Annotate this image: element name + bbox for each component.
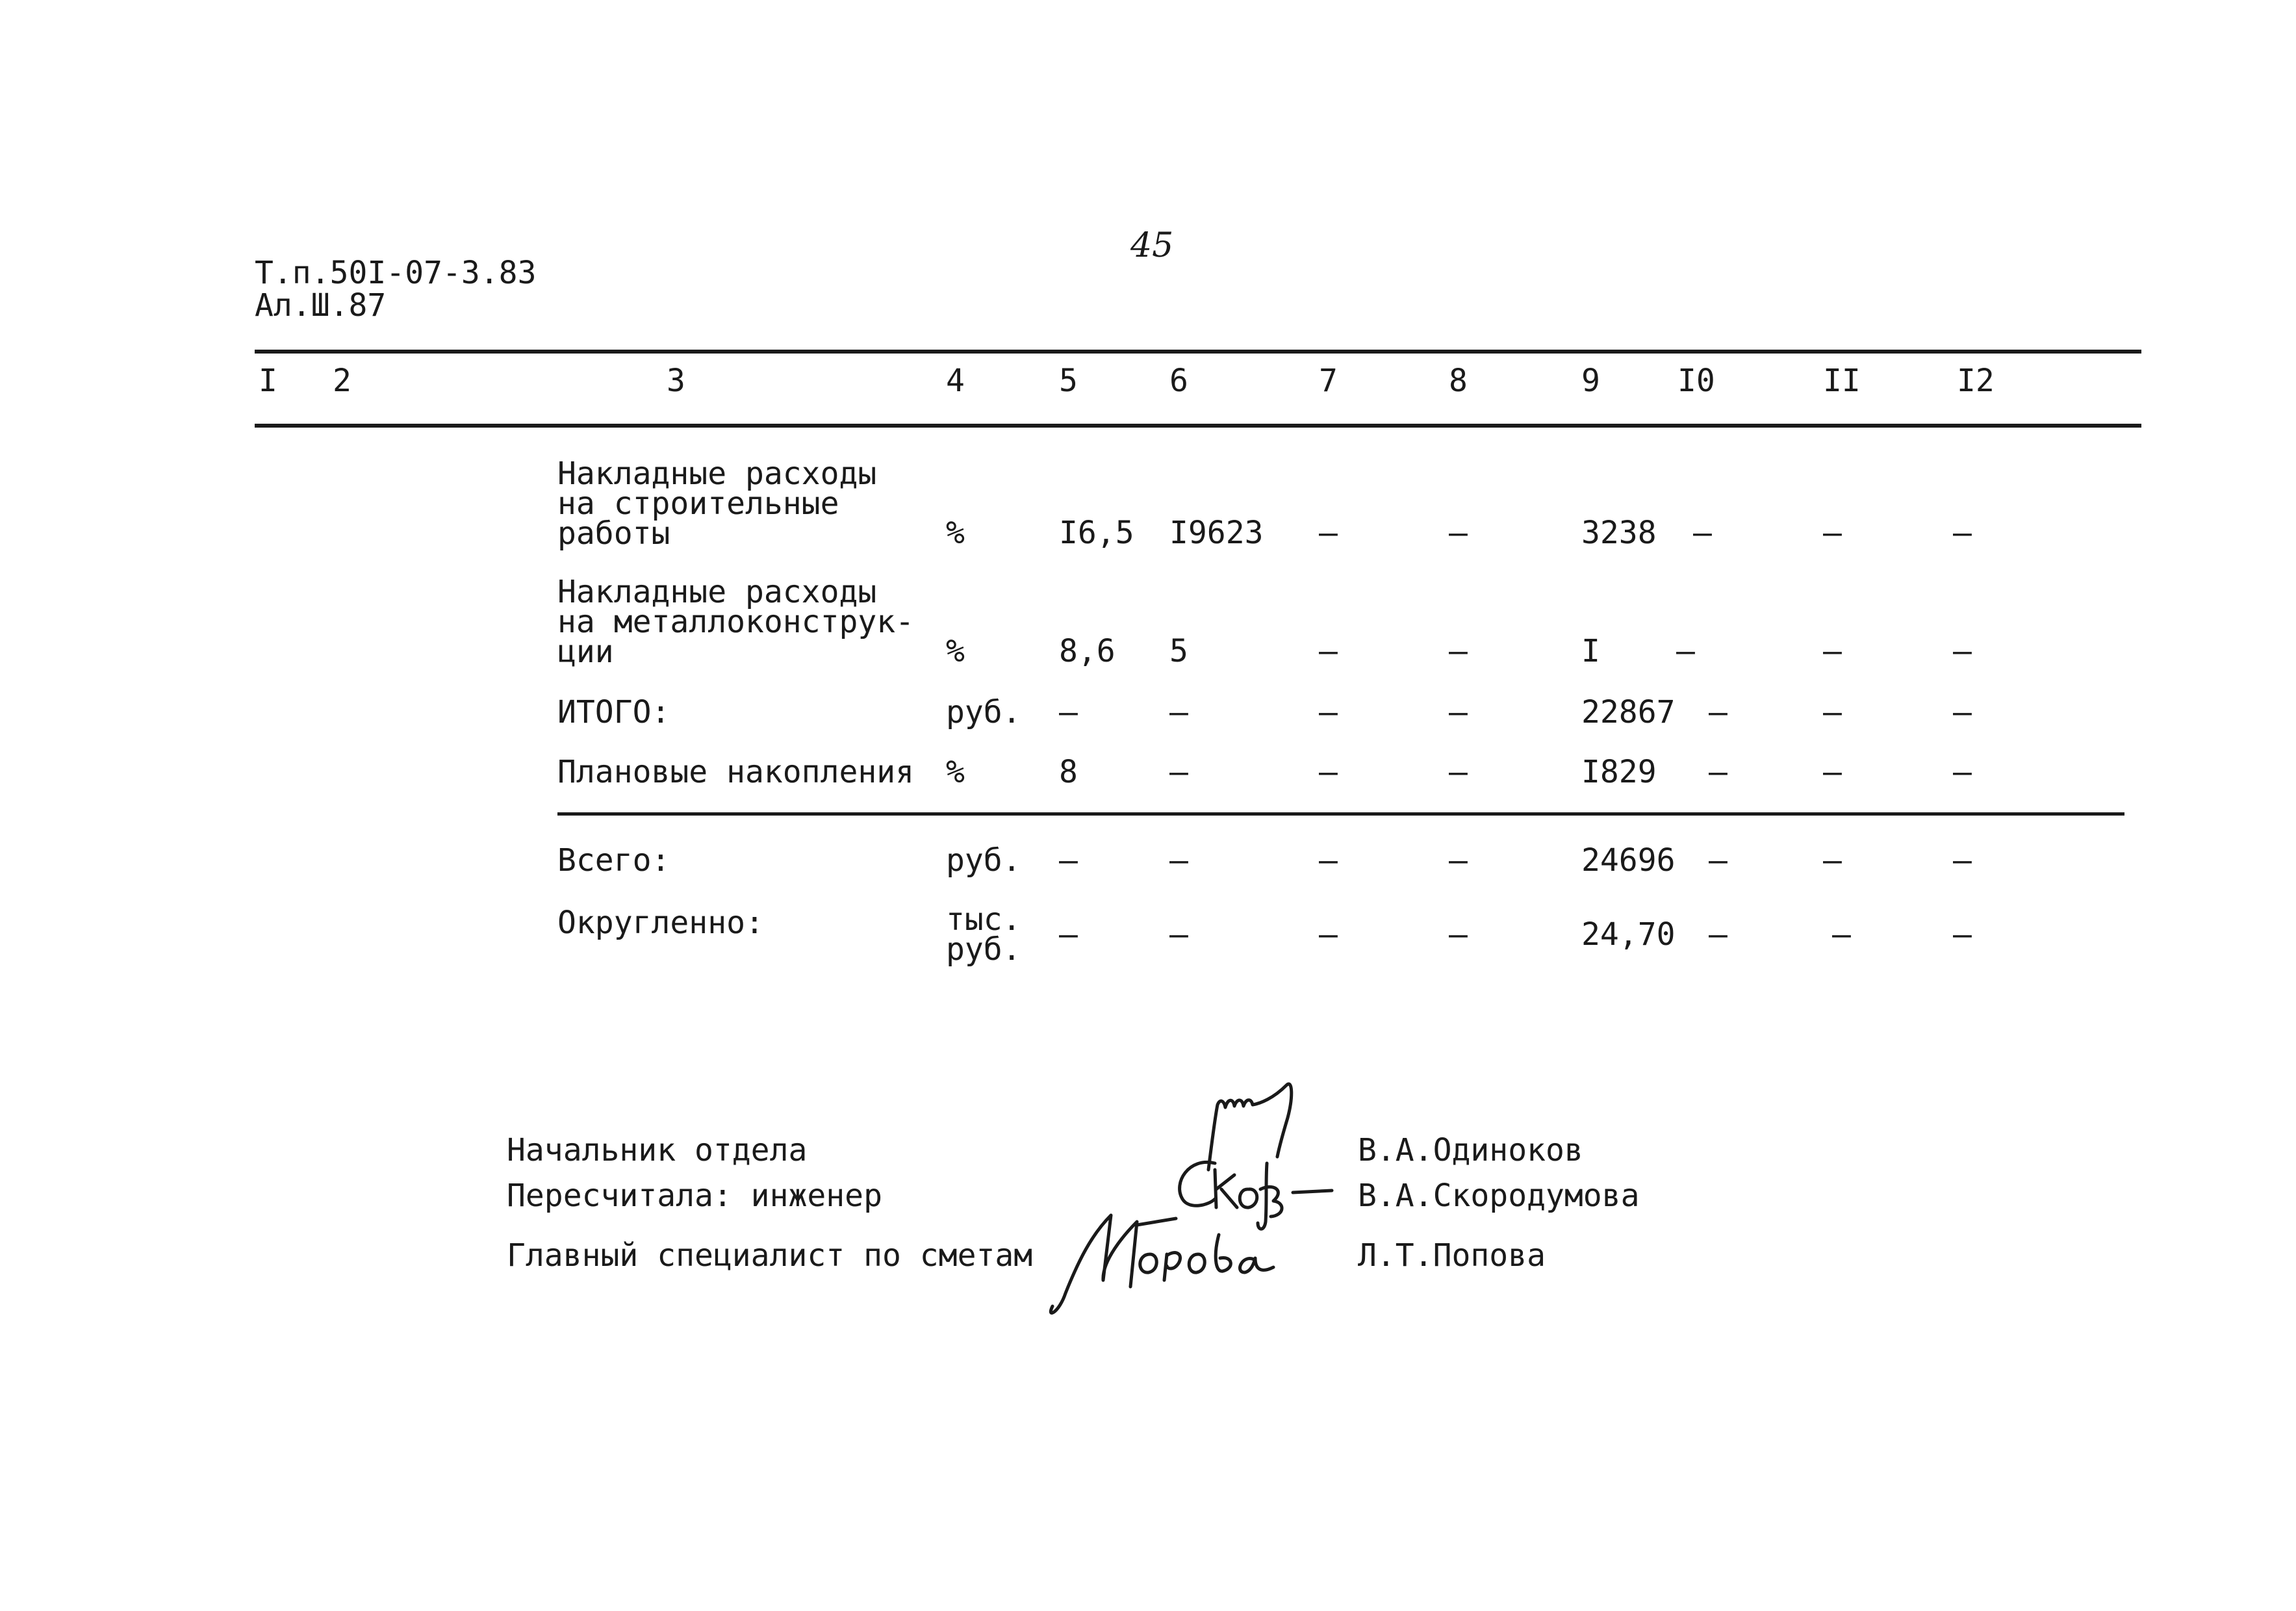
signature-name: Л.Т.Попова [1358, 1237, 1546, 1274]
row-unit: % [946, 754, 965, 790]
row-unit: тыс. руб. [946, 901, 1021, 968]
row-label: Плановые накопления [557, 754, 915, 790]
row-unit: руб. [946, 842, 1021, 879]
column-header-3: 3 [667, 363, 685, 399]
cell-col9: 24,70 [1581, 916, 1676, 953]
cell-col11: – [1832, 916, 1851, 953]
cell-col8: – [1449, 842, 1468, 879]
cell-col5: I6,5 [1059, 515, 1134, 551]
column-header-2: 2 [333, 363, 351, 399]
cell-col10: – [1676, 633, 1695, 669]
cell-col9: I829 [1581, 754, 1657, 790]
table-top-rule [255, 350, 2141, 354]
signature-role: Начальник отдела [507, 1132, 808, 1168]
cell-col7: – [1319, 694, 1338, 730]
cell-col12: – [1953, 694, 1972, 730]
signature-role: Пересчитала: инженер [507, 1178, 882, 1214]
cell-col8: – [1449, 754, 1468, 790]
table-total-rule [557, 812, 2124, 816]
cell-col10: – [1693, 515, 1712, 551]
cell-col6: – [1169, 694, 1188, 730]
cell-col12: – [1953, 754, 1972, 790]
cell-col11: – [1823, 754, 1842, 790]
cell-col7: – [1319, 842, 1338, 879]
cell-col11: – [1823, 515, 1842, 551]
album-reference: Ал.Ш.87 [255, 287, 387, 324]
cell-col6: 5 [1169, 633, 1188, 669]
row-unit: % [946, 515, 965, 551]
column-header-9: 9 [1581, 363, 1600, 399]
cell-col5: – [1059, 842, 1078, 879]
cell-col5: 8,6 [1059, 633, 1116, 669]
column-header-4: 4 [946, 363, 965, 399]
cell-col10: – [1709, 754, 1728, 790]
column-header-11: II [1823, 363, 1861, 399]
doc-reference: Т.п.50I-07-3.83 [255, 255, 537, 291]
row-label: Всего: [557, 842, 670, 879]
cell-col10: – [1709, 694, 1728, 730]
handwritten-signature-popova [1040, 1209, 1286, 1319]
cell-col8: – [1449, 916, 1468, 953]
cell-col8: – [1449, 633, 1468, 669]
cell-col7: – [1319, 916, 1338, 953]
cell-col10: – [1709, 916, 1728, 953]
column-header-7: 7 [1319, 363, 1338, 399]
cell-col7: – [1319, 633, 1338, 669]
column-header-10: I0 [1677, 363, 1715, 399]
column-header-1: I [259, 363, 277, 399]
cell-col5: – [1059, 916, 1078, 953]
column-header-6: 6 [1169, 363, 1188, 399]
cell-col6: – [1169, 754, 1188, 790]
row-label: Накладные расходы на строительные работы [557, 456, 877, 552]
cell-col11: – [1823, 633, 1842, 669]
cell-col6: I9623 [1169, 515, 1264, 551]
cell-col5: – [1059, 694, 1078, 730]
page-number: 45 [1130, 226, 1174, 265]
cell-col9: 22867 [1581, 694, 1676, 730]
signature-name: В.А.Одиноков [1358, 1132, 1583, 1168]
cell-col12: – [1953, 916, 1972, 953]
cell-col8: – [1449, 694, 1468, 730]
row-label: Округленно: [557, 905, 764, 941]
signature-role: Главный специалист по сметам [507, 1237, 1033, 1274]
cell-col6: – [1169, 842, 1188, 879]
row-label: ИТОГО: [557, 694, 670, 730]
row-unit: % [946, 633, 965, 669]
cell-col11: – [1823, 694, 1842, 730]
column-header-12: I2 [1957, 363, 1995, 399]
cell-col12: – [1953, 842, 1972, 879]
cell-col9: 24696 [1581, 842, 1676, 879]
cell-col8: – [1449, 515, 1468, 551]
table-header-rule [255, 424, 2141, 428]
cell-col7: – [1319, 754, 1338, 790]
cell-col9: I [1581, 633, 1600, 669]
cell-col6: – [1169, 916, 1188, 953]
column-header-5: 5 [1059, 363, 1078, 399]
cell-col7: – [1319, 515, 1338, 551]
cell-col11: – [1823, 842, 1842, 879]
row-label: Накладные расходы на металлоконструк- ции [557, 574, 915, 670]
cell-col10: – [1709, 842, 1728, 879]
signature-name: В.А.Скородумова [1358, 1178, 1640, 1214]
row-unit: руб. [946, 694, 1021, 730]
cell-col12: – [1953, 633, 1972, 669]
column-header-8: 8 [1449, 363, 1468, 399]
cell-col5: 8 [1059, 754, 1078, 790]
cell-col12: – [1953, 515, 1972, 551]
cell-col9: 3238 [1581, 515, 1657, 551]
